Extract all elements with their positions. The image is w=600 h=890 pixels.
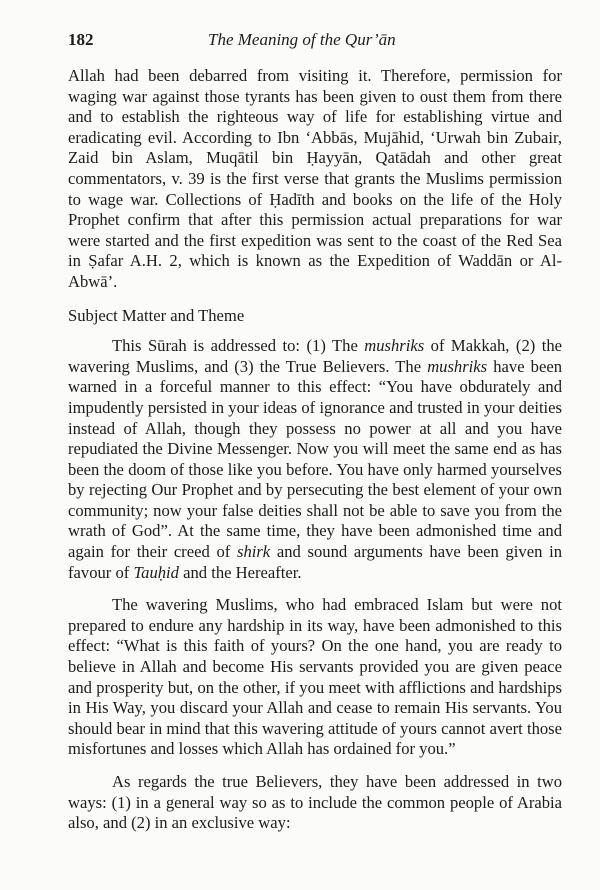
- theme-paragraph-3: As regards the true Believers, they have been addressed in two ways: (1) in a general way so as to include the common people of Arabia also, and (2) in an exclusive way:: [68, 772, 562, 833]
- text-run: have been warned in a forceful manner to this effect: “You have obdurately and impudently persisted in your ideas of ignorance and trusted in your deities instead of Allah, though they possess no power at all and you have repudiated the Divine Messenger. Now you will meet the same end as has been the doom of those like you before. You have only harmed yourselves by rejecting Our Prophet and by persecuting the best element of your own community; now your false deities shall not be able to save you from the wrath of God”. At the same time, they have been admonished time and again for their creed of: [68, 356, 562, 562]
- text-run: of Makkah, (2) the wavering Muslims, and (3) the True Believers. The: [68, 336, 562, 376]
- page-number: 182: [68, 30, 94, 49]
- italic-term: mushriks: [427, 356, 488, 376]
- text-run: This Sūrah is addressed to: (1) The: [112, 336, 365, 356]
- italic-term: Tauḥid: [133, 562, 179, 582]
- page-header: [68, 30, 562, 66]
- text-run: and the Hereafter.: [178, 562, 302, 582]
- text-run: and sound arguments have been given in favour of: [68, 542, 562, 582]
- theme-paragraph-1: [68, 336, 562, 583]
- theme-paragraph-2: The wavering Muslims, who had embraced Islam but were not prepared to endure any hardship in its way, have been admonished to this effect: “What is this faith of yours? On the one hand, you are ready to believe in Allah and become His servants provided you are given peace and prosperity but, on the other, if you meet with afflictions and hardships in His Way, you discard your Allah and cease to remain His servants. You should bear in mind that this wavering attitude of yours cannot avert those misfortunes and losses which Allah has ordained for you.”: [68, 595, 562, 759]
- running-title: The Meaning of the Qur’ān: [208, 30, 396, 49]
- intro-paragraph: Allah had been debarred from visiting it. Therefore, permission for waging war against those tyrants has been given to oust them from there and to establish the righteous way of life for establishing virtue and eradicating evil. According to Ibn ‘Abbās, Mujāhid, ‘Urwah bin Zubair, Zaid bin Aslam, Muqātil bin Ḥayyān, Qatādah and other great commentators, v. 39 is the first verse that grants the Muslims permission to wage war. Collections of Ḥadīth and books on the life of the Holy Prophet confirm that after this permission actual preparations for war were started and the first expedition was sent to the coast of the Red Sea in Ṣafar A.H. 2, which is known as the Expedition of Waddān or Al-Abwā’.: [68, 66, 562, 291]
- section-heading: Subject Matter and Theme: [68, 305, 245, 325]
- italic-term: mushriks: [364, 336, 425, 356]
- italic-term: shirk: [236, 542, 271, 562]
